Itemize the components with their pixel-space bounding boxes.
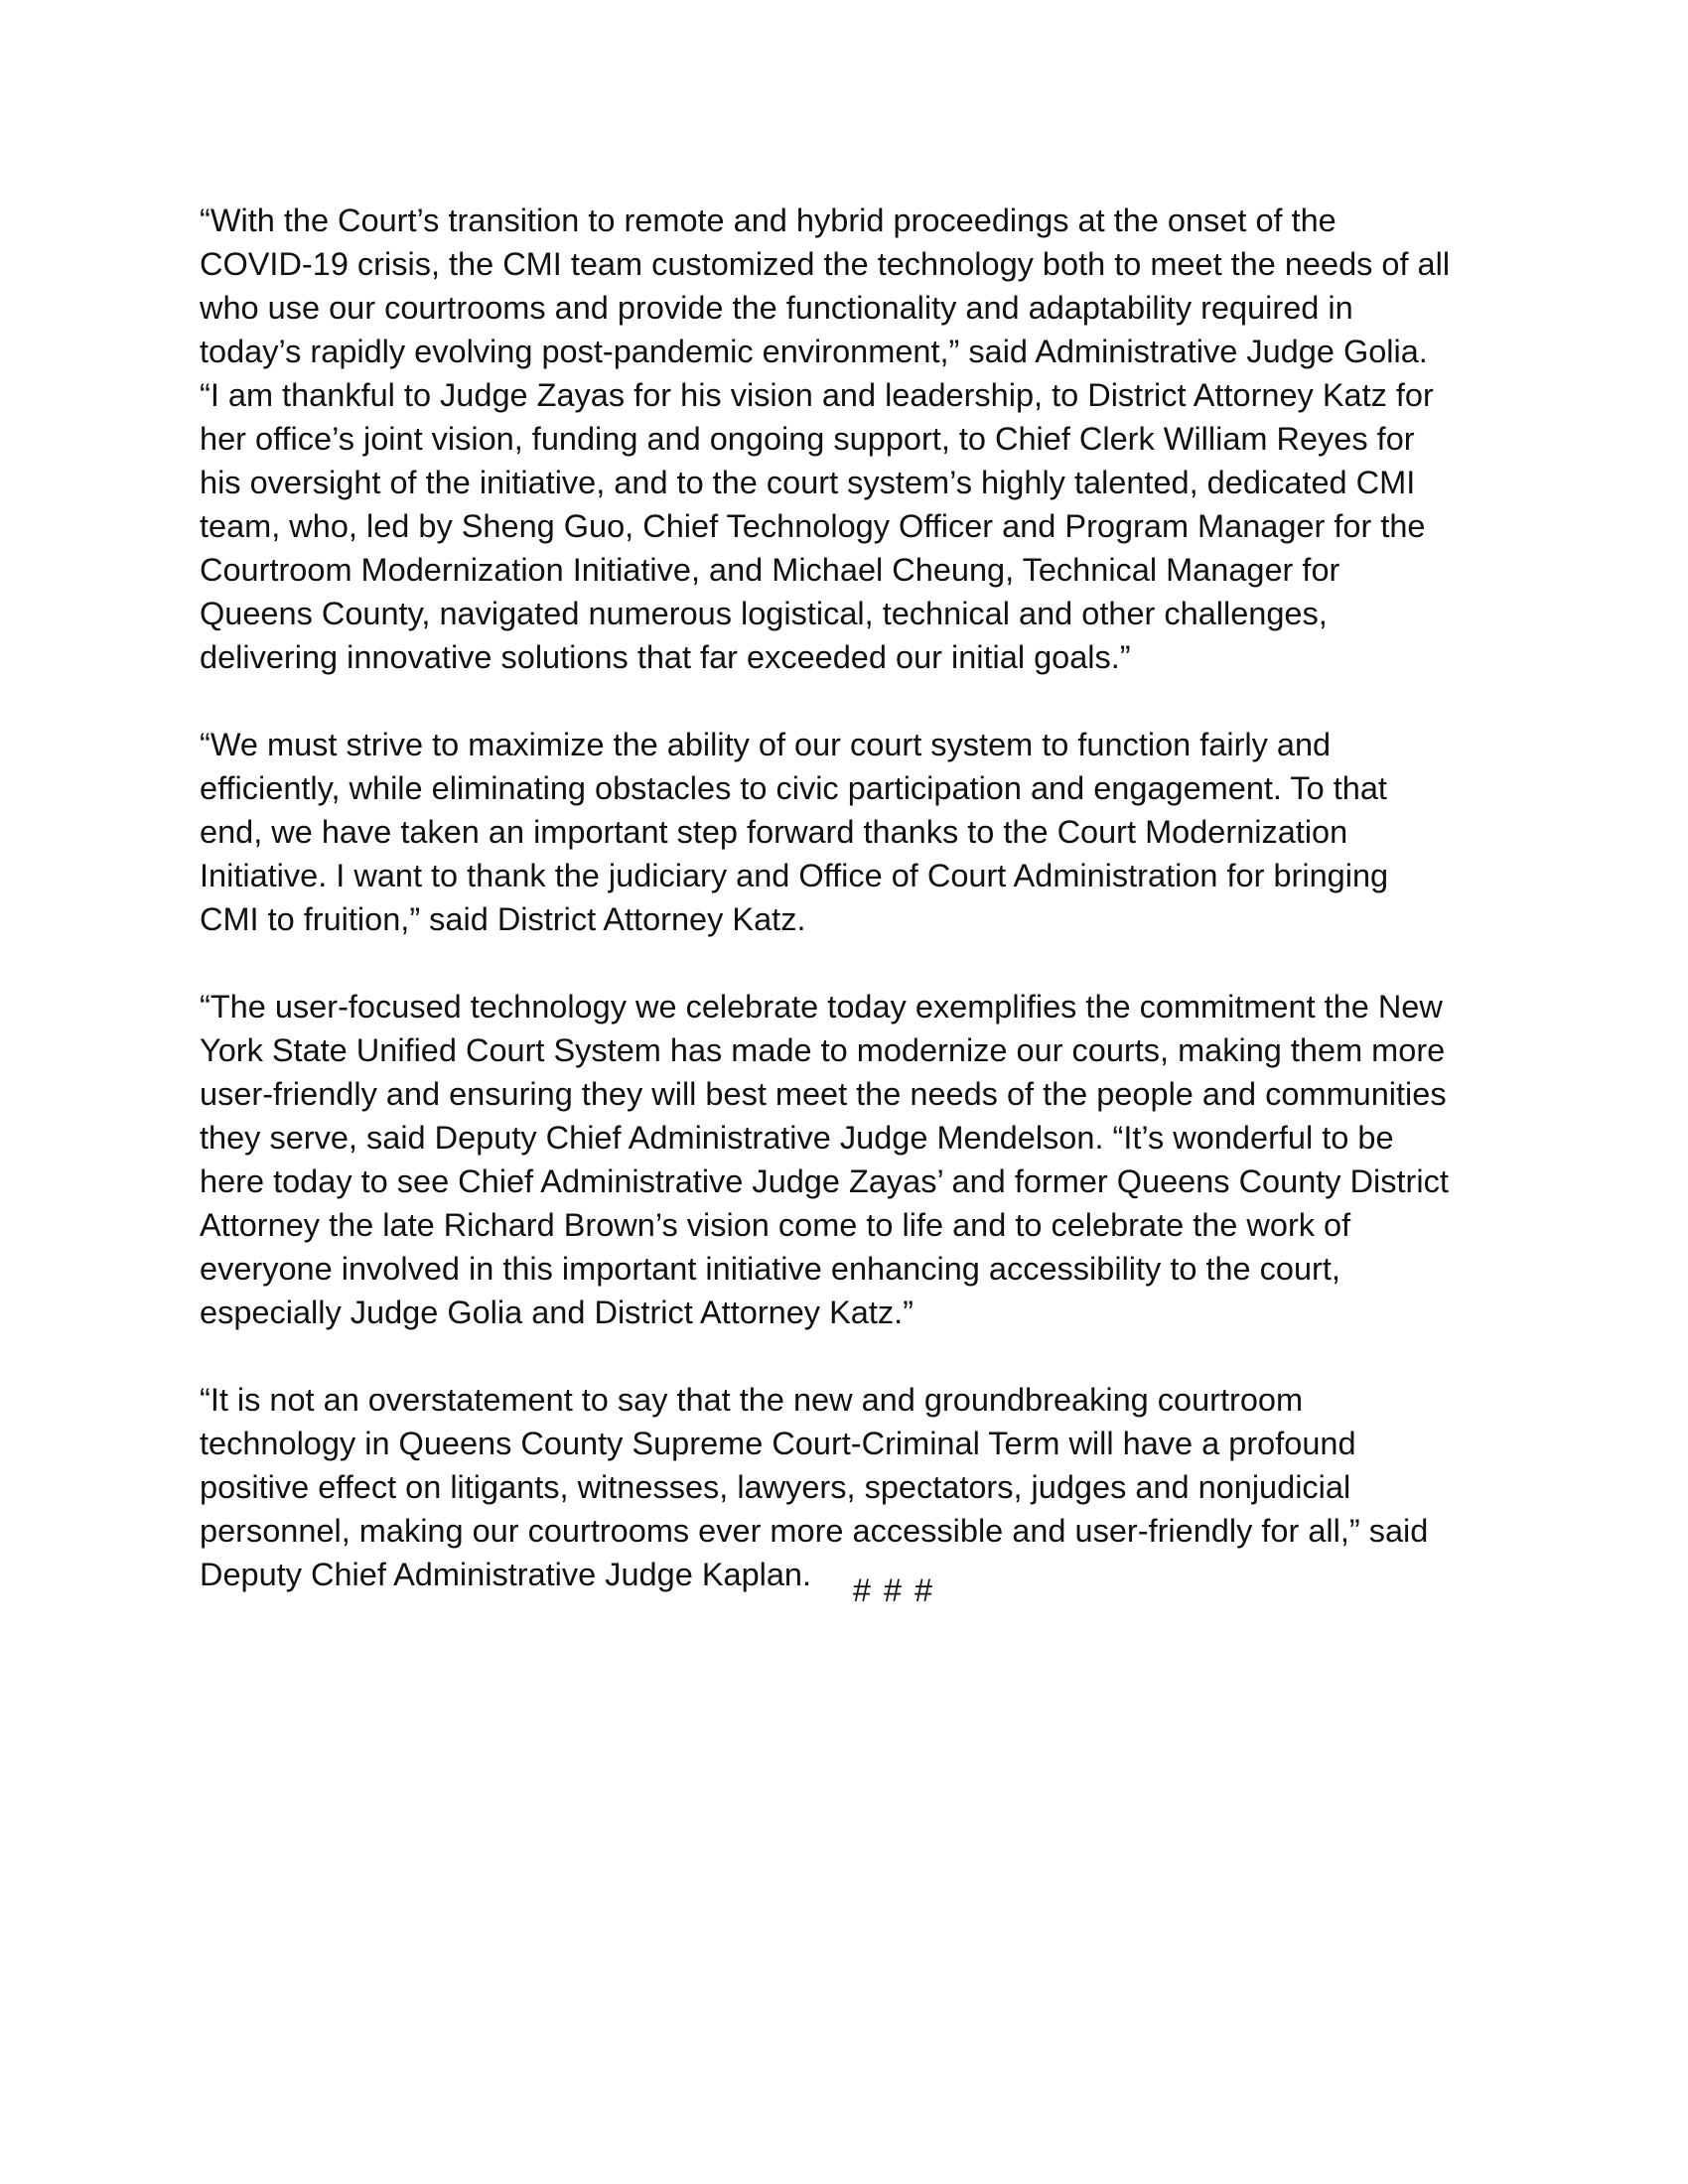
text-line: user-friendly and ensuring they will best meet the needs of the people and communities [200, 1076, 1447, 1112]
text-line: especially Judge Golia and District Attorney Katz.” [200, 1295, 914, 1330]
text-line: end, we have taken an important step forward thanks to the Court Modernization [200, 814, 1348, 850]
text-line: efficiently, while eliminating obstacles to civic participation and engagement. To that [200, 770, 1387, 806]
text-line: Queens County, navigated numerous logistical, technical and other challenges, [200, 596, 1328, 631]
text-line: York State Unified Court System has made to modernize our courts, making them more [200, 1032, 1446, 1068]
text-line: who use our courtrooms and provide the functionality and adaptability required in [200, 290, 1353, 326]
text-line: team, who, led by Sheng Guo, Chief Technology Officer and Program Manager for the [200, 508, 1426, 544]
text-line: today’s rapidly evolving post-pandemic environment,” said Administrative Judge Golia. [200, 334, 1428, 369]
text-line: Attorney the late Richard Brown’s vision come to life and to celebrate the work of [200, 1207, 1351, 1243]
paragraph-golia-quote [200, 199, 1510, 679]
text-line: Courtroom Modernization Initiative, and Michael Cheung, Technical Manager for [200, 552, 1340, 588]
text-line: “The user-focused technology we celebrate today exemplifies the commitment the New [200, 989, 1443, 1024]
text-line: “It is not an overstatement to say that the new and groundbreaking courtroom [200, 1382, 1304, 1418]
text-line: “We must strive to maximize the ability of our court system to function fairly and [200, 727, 1332, 762]
text-line: Deputy Chief Administrative Judge Kaplan. [200, 1557, 812, 1592]
text-line: “I am thankful to Judge Zayas for his vision and leadership, to District Attorney Katz for [200, 377, 1434, 413]
end-of-release-mark: # # # [852, 1572, 935, 1608]
paragraph-katz-quote [200, 723, 1510, 941]
paragraph-kaplan-quote [200, 1378, 1510, 1596]
text-line: they serve, said Deputy Chief Administrative Judge Mendelson. “It’s wonderful to be [200, 1120, 1394, 1156]
text-line: COVID-19 crisis, the CMI team customized the technology both to meet the needs of all [200, 246, 1451, 282]
text-line: positive effect on litigants, witnesses, lawyers, spectators, judges and nonjudicial [200, 1469, 1351, 1505]
text-line: everyone involved in this important initiative enhancing accessibility to the court, [200, 1251, 1340, 1287]
text-line: delivering innovative solutions that far exceeded our initial goals.” [200, 639, 1131, 675]
text-line: CMI to fruition,” said District Attorney Katz. [200, 901, 806, 937]
text-line: technology in Queens County Supreme Court-Criminal Term will have a profound [200, 1426, 1356, 1461]
text-line: Initiative. I want to thank the judiciary and Office of Court Administration for bringing [200, 858, 1389, 893]
paragraph-mendelson-quote [200, 985, 1510, 1334]
text-line: “With the Court’s transition to remote and hybrid proceedings at the onset of the [200, 203, 1336, 238]
text-line: here today to see Chief Administrative Judge Zayas’ and former Queens County District [200, 1163, 1449, 1199]
text-line: his oversight of the initiative, and to the court system’s highly talented, dedicated CMI [200, 465, 1416, 500]
text-line: her office’s joint vision, funding and ongoing support, to Chief Clerk William Reyes for [200, 421, 1415, 457]
document-body [200, 199, 1510, 1596]
text-line: personnel, making our courtrooms ever more accessible and user-friendly for all,” said [200, 1513, 1429, 1549]
